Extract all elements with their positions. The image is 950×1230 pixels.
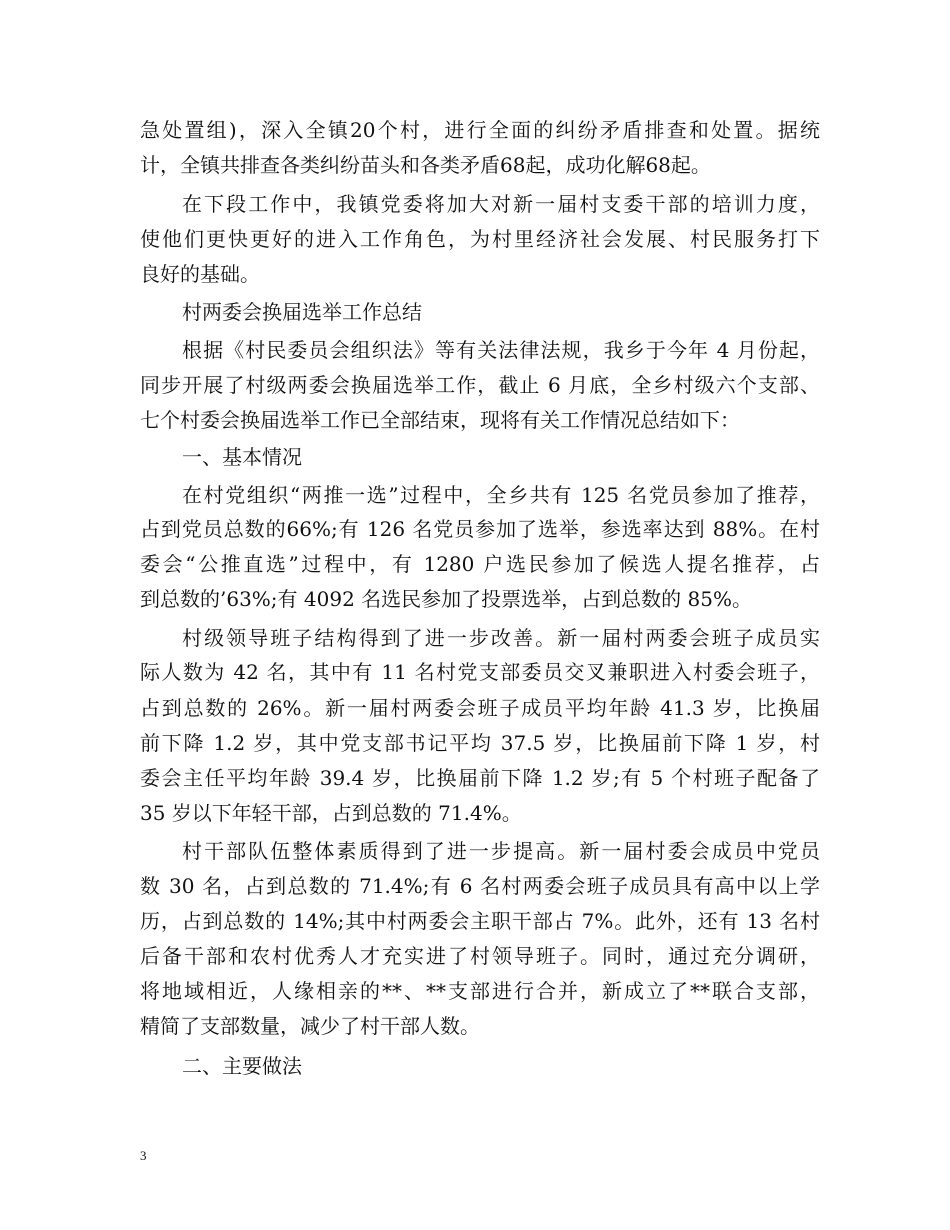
text-line: 精简了支部数量，减少了村干部人数。 [140, 1014, 480, 1038]
text-line: 委会“公推直选”过程中，有 1280 户选民参加了候选人提名推荐，占 [140, 552, 820, 576]
text-line: 数 30 名，占到总数的 71.4%;有 6 名村两委会班子成员具有高中以上学 [140, 874, 820, 898]
text-line: 村干部队伍整体素质得到了进一步提高。新一届村委会成员中党员 [182, 839, 820, 863]
text-line: 35 岁以下年轻干部，占到总数的 71.4%。 [140, 801, 522, 825]
text-line: 前下降 1.2 岁，其中党支部书记平均 37.5 岁，比换届前下降 1 岁，村 [140, 731, 820, 755]
text-line: 村级领导班子结构得到了进一步改善。新一届村两委会班子成员实 [182, 626, 820, 650]
text-line: 七个村委会换届选举工作已全部结束，现将有关工作情况总结如下： [140, 408, 740, 432]
text-line: 同步开展了村级两委会换届选举工作，截止 6 月底，全乡村级六个支部、 [140, 373, 820, 397]
section-title: 村两委会换届选举工作总结 [182, 300, 422, 324]
page-number: 3 [140, 1148, 147, 1163]
text-line: 际人数为 42 名，其中有 11 名村党支部委员交叉兼职进入村委会班子， [140, 660, 820, 684]
text-line: 根据《村民委员会组织法》等有关法律法规，我乡于今年 4 月份起， [182, 338, 820, 362]
text-line: 急处置组)，深入全镇20个村，进行全面的纠纷矛盾排查和处置。据统 [140, 118, 820, 142]
text-line: 占到总数的 26%。新一届村两委会班子成员平均年龄 41.3 岁，比换届 [140, 696, 820, 720]
text-line: 后备干部和农村优秀人才充实进了村领导班子。同时，通过充分调研， [140, 944, 820, 968]
text-line: 在下段工作中，我镇党委将加大对新一届村支委干部的培训力度， [182, 192, 820, 216]
text-line: 良好的基础。 [140, 262, 260, 286]
section-heading: 二、主要做法 [182, 1054, 302, 1078]
text-line: 历，占到总数的 14%;其中村两委会主职干部占 7%。此外，还有 13 名村 [140, 909, 820, 933]
text-line: 占到党员总数的66%;有 126 名党员参加了选举，参选率达到 88%。在村 [140, 517, 820, 541]
text-line: 将地域相近，人缘相亲的**、**支部进行合并，新成立了**联合支部， [140, 979, 820, 1003]
text-line: 委会主任平均年龄 39.4 岁，比换届前下降 1.2 岁;有 5 个村班子配备了 [140, 766, 820, 790]
text-line: 到总数的’63%;有 4092 名选民参加了投票选举，占到总数的 85%。 [140, 587, 752, 611]
text-line: 在村党组织“两推一选”过程中，全乡共有 125 名党员参加了推荐， [182, 483, 820, 507]
text-line: 使他们更快更好的进入工作角色，为村里经济社会发展、村民服务打下 [140, 227, 820, 251]
section-heading: 一、基本情况 [182, 445, 302, 469]
text-line: 计，全镇共排查各类纠纷苗头和各类矛盾68起，成功化解68起。 [140, 153, 711, 177]
